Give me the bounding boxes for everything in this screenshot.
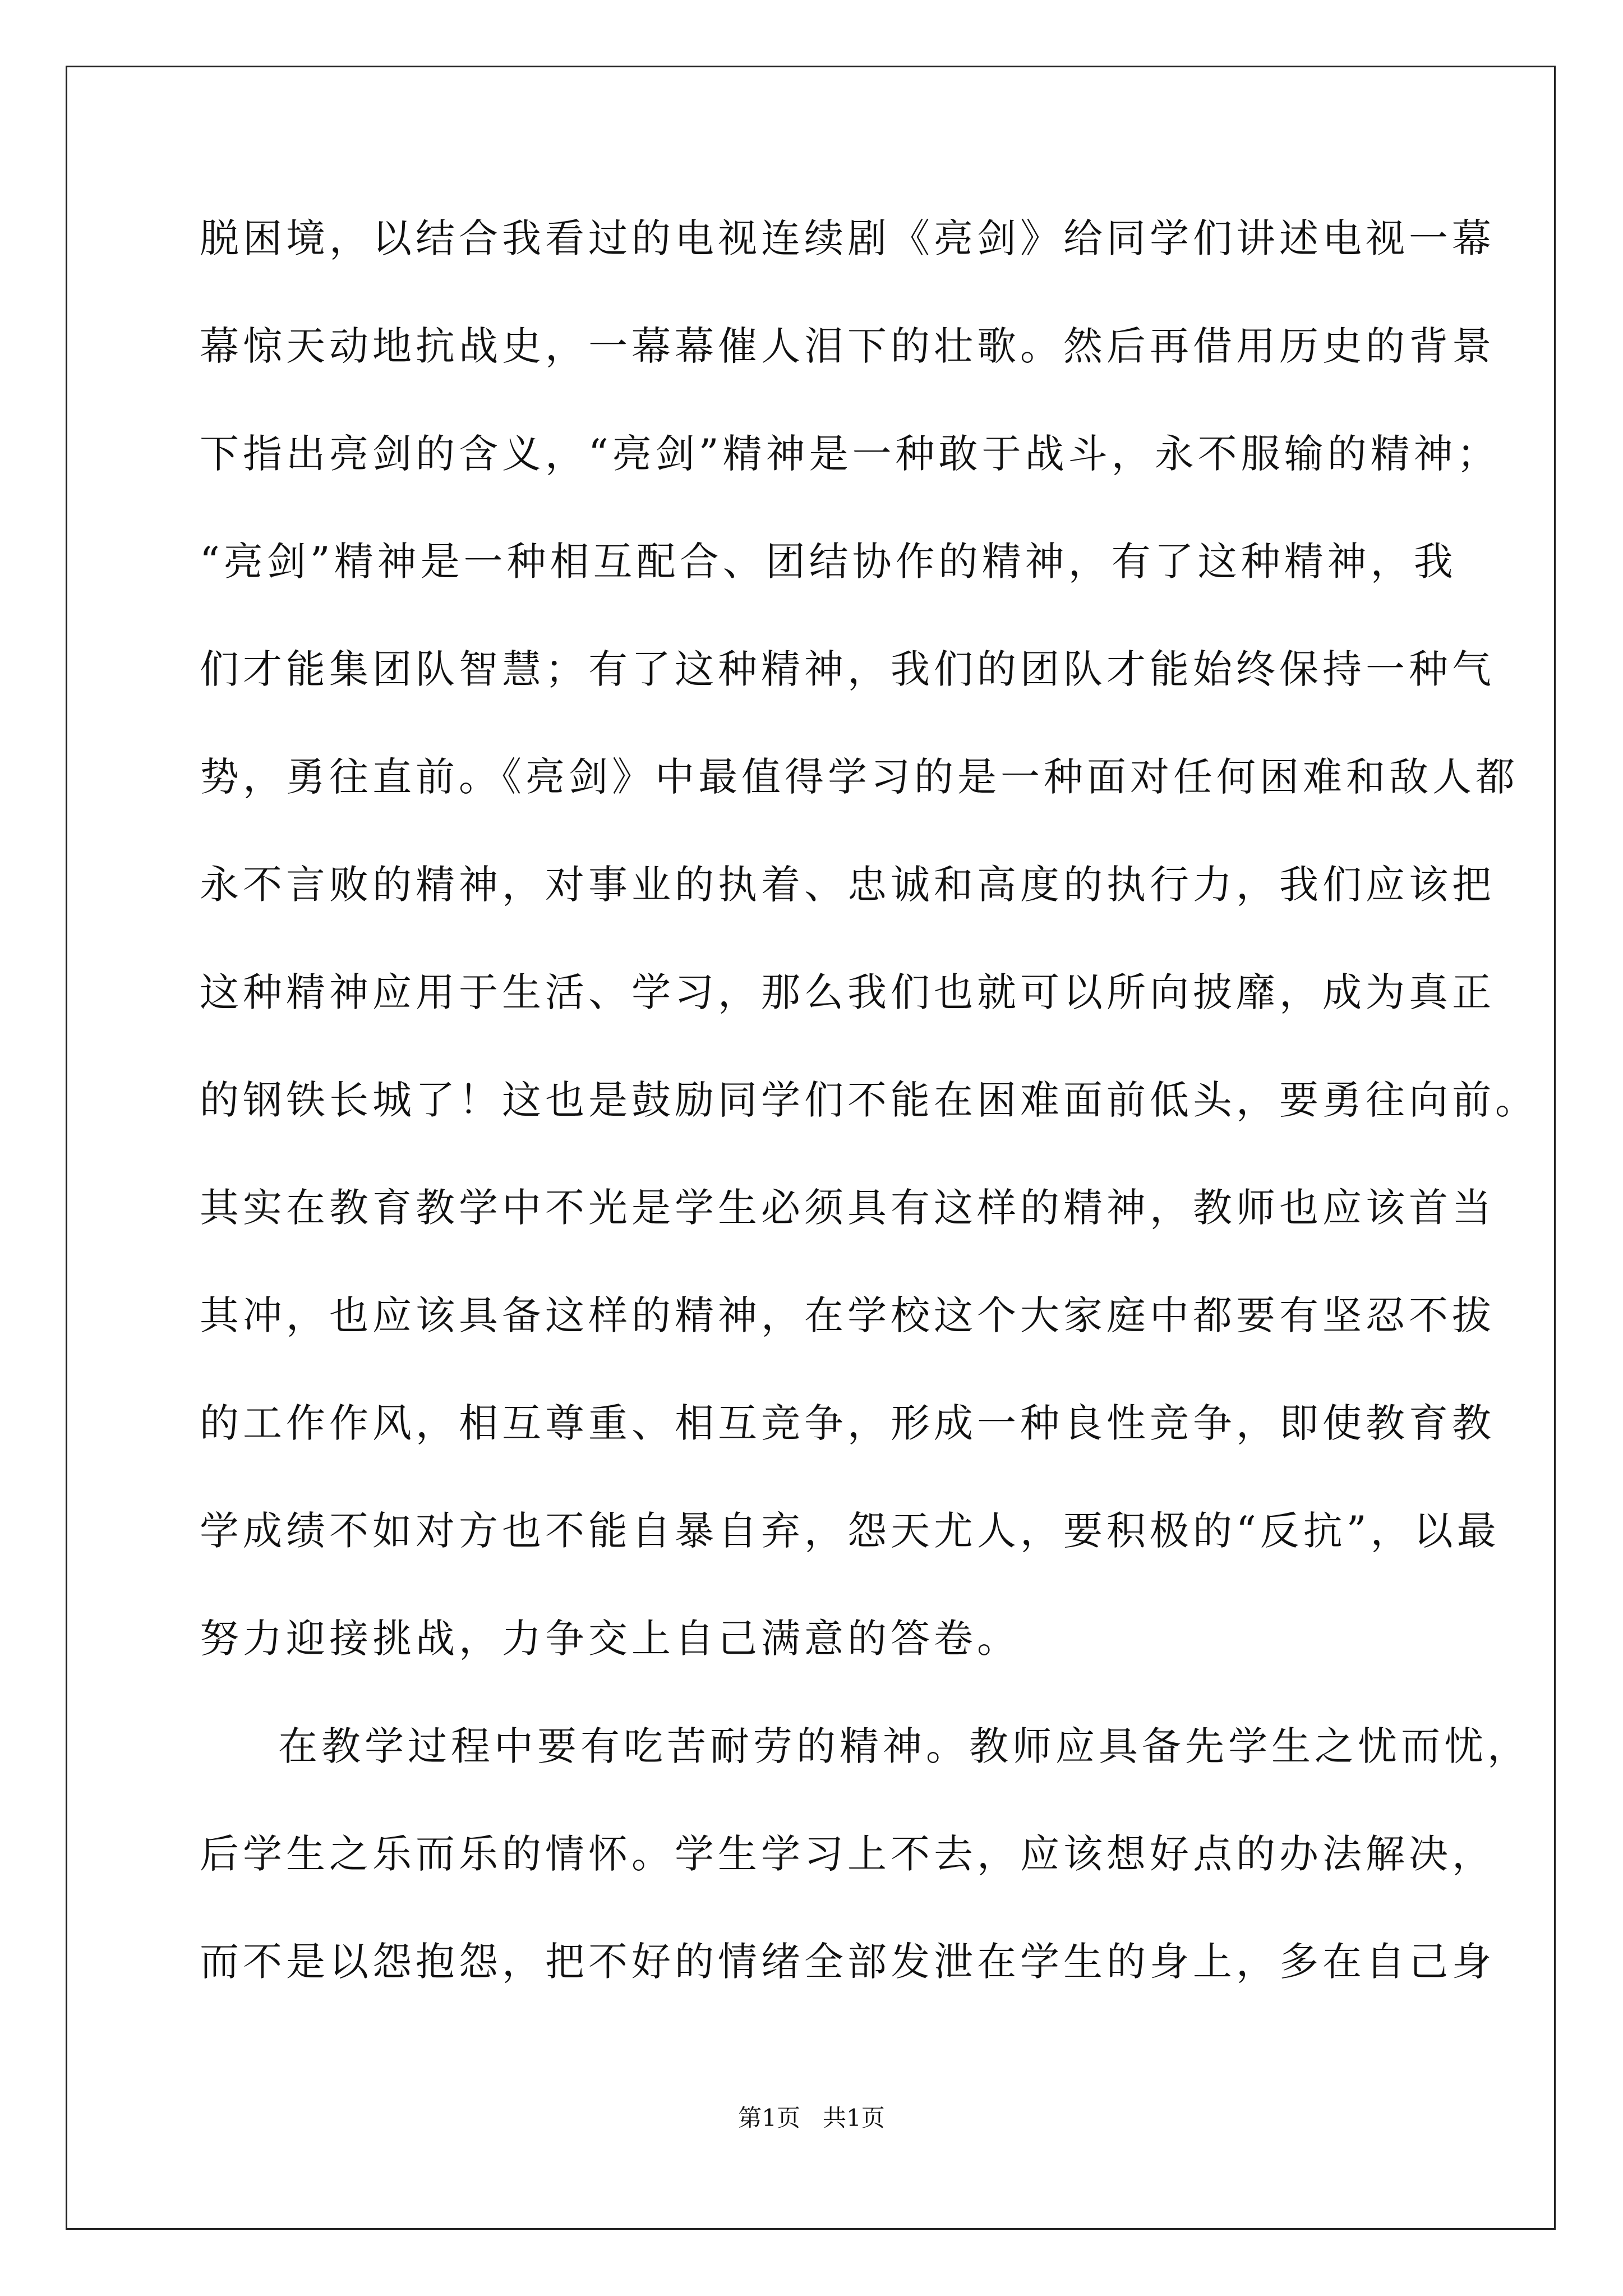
paragraph-first-line: 在教学过程中要有吃苦耐劳的精神。教师应具备先学生之忧而忧， bbox=[278, 1723, 1530, 1769]
body-line: 的工作作风，相互尊重、相互竞争，形成一种良性竞争，即使教育教 bbox=[200, 1400, 1495, 1446]
body-line: 脱困境，以结合我看过的电视连续剧《亮剑》给同学们讲述电视一幕 bbox=[200, 215, 1495, 261]
body-line: 学成绩不如对方也不能自暴自弃，怨天尤人，要积极的“反抗”，以最 bbox=[200, 1508, 1500, 1554]
body-line: 势，勇往直前。《亮剑》中最值得学习的是一种面对任何困难和敌人都 bbox=[200, 754, 1519, 800]
document-body bbox=[200, 215, 1538, 2050]
body-line: 下指出亮剑的含义，“亮剑”精神是一种敢于战斗，永不服输的精神； bbox=[200, 431, 1500, 477]
body-line: 努力迎接挑战，力争交上自己满意的答卷。 bbox=[200, 1616, 1020, 1662]
body-line: 这种精神应用于生活、学习，那么我们也就可以所向披靡，成为真正 bbox=[200, 969, 1495, 1015]
body-line: 幕惊天动地抗战史，一幕幕催人泪下的壮歌。然后再借用历史的背景 bbox=[200, 323, 1495, 369]
body-line: 而不是以怨抱怨，把不好的情绪全部发泄在学生的身上，多在自己身 bbox=[200, 1939, 1495, 1985]
body-line: 永不言败的精神，对事业的执着、忠诚和高度的执行力，我们应该把 bbox=[200, 862, 1495, 908]
page-footer bbox=[0, 2106, 1623, 2130]
body-line: “亮剑”精神是一种相互配合、团结协作的精神，有了这种精神，我 bbox=[200, 539, 1457, 585]
body-line: 其实在教育教学中不光是学生必须具有这样的精神，教师也应该首当 bbox=[200, 1185, 1495, 1231]
page-number: 第1页 bbox=[738, 2104, 800, 2132]
body-line: 的钢铁长城了！这也是鼓励同学们不能在困难面前低头，要勇往向前。 bbox=[200, 1077, 1538, 1123]
body-line: 其冲，也应该具备这样的精神，在学校这个大家庭中都要有坚忍不拔 bbox=[200, 1292, 1495, 1338]
page-total: 共1页 bbox=[823, 2104, 885, 2132]
body-line: 们才能集团队智慧；有了这种精神，我们的团队才能始终保持一种气 bbox=[200, 646, 1495, 692]
body-line: 后学生之乐而乐的情怀。学生学习上不去，应该想好点的办法解决， bbox=[200, 1831, 1495, 1877]
